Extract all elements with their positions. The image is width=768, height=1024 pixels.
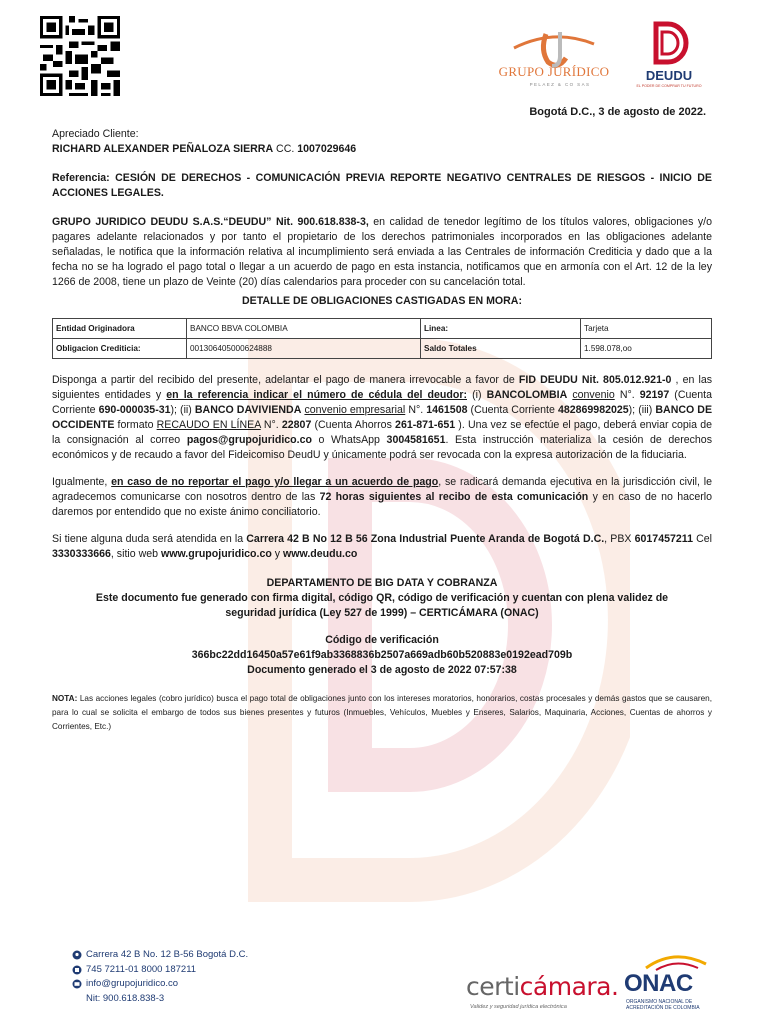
- office-address: Carrera 42 B No 12 B 56 Zona Industrial Puente Aranda de Bogotá D.C.: [246, 533, 605, 545]
- brand-right-name: DEUDU: [645, 68, 693, 83]
- qr-code: [40, 16, 120, 96]
- text-run: Si tiene alguna duda será atendida en la: [52, 533, 247, 545]
- reference: [52, 171, 712, 201]
- brand-left-name: GRUPO JURÍDICO: [498, 64, 610, 79]
- convenio-label: convenio empresarial: [304, 404, 406, 416]
- detail-title: DETALLE DE OBLIGACIONES CASTIGADAS EN MORA:: [242, 295, 522, 307]
- recaudo-label: RECAUDO EN LÍNEA: [156, 419, 261, 431]
- convenio-label: convenio: [572, 389, 615, 401]
- footer-nit-row: [72, 992, 248, 1007]
- text-run: ); (iii): [628, 404, 656, 416]
- location-icon: [72, 950, 82, 960]
- text-run: ); (ii): [170, 404, 195, 416]
- footer-email[interactable]: info@grupojuridico.co: [86, 978, 179, 989]
- onac-tagline: ORGANISMO NACIONAL DE ACREDITACIÓN DE COLOMBIA: [626, 999, 700, 1011]
- table-row: [53, 319, 712, 339]
- bank-bancolombia: BANCOLOMBIA: [486, 389, 568, 401]
- brand-right-subtitle: EL PODER DE COMPRAR TU FUTURO: [636, 84, 702, 88]
- phone-icon: [72, 965, 82, 975]
- convenio-number: 92197: [639, 389, 670, 401]
- table-row: [53, 339, 712, 359]
- deadline-72h: 72 horas siguientes al recibo de esta comunicación: [319, 491, 589, 503]
- email-icon: [72, 979, 82, 989]
- table-cell: 001306405000624888: [187, 339, 421, 359]
- letter-date: Bogotá D.C., 3 de agosto de 2022.: [529, 106, 706, 118]
- generation-date: Documento generado el 3 de agosto de 2022 07:57:38: [247, 664, 517, 676]
- deudu-logo: [642, 16, 694, 68]
- client-line: [52, 142, 712, 157]
- department-name: DEPARTAMENTO DE BIG DATA Y COBRANZA: [266, 577, 498, 589]
- account-number: 261-871-651: [395, 419, 456, 431]
- table-cell: 1.598.078,oo: [581, 339, 712, 359]
- footer-contact: [72, 948, 248, 1006]
- text-run: , sitio web: [110, 548, 161, 560]
- verification-code: 366bc22dd16450a57e61f9ab3368836b2507a669adb60b520883e0192ead709b: [191, 649, 573, 661]
- company-lead: GRUPO JURIDICO DEUDU S.A.S.“DEUDU” Nit. 900.618.838-3,: [52, 216, 369, 228]
- text-run: (Cuenta Corriente: [467, 404, 558, 416]
- pbx-number: 6017457211: [634, 533, 693, 545]
- paragraph-payment: [52, 373, 712, 463]
- text-run: ). Una vez se efectúe el pago, deberá enviar copia de la consignación al correo: [52, 419, 712, 446]
- certicamara-tagline: Validez y seguridad jurídica electrónica: [470, 1004, 567, 1010]
- paragraph-notification: [52, 215, 712, 290]
- text-run: , PBX: [604, 533, 635, 545]
- convenio-number: 1461508: [426, 404, 468, 416]
- text-run: o WhatsApp: [311, 434, 387, 446]
- text-run: N°.: [614, 389, 640, 401]
- account-number: 482869982025: [557, 404, 629, 416]
- fid-deudu: FID DEUDU Nit. 805.012.921-0: [518, 374, 672, 386]
- note-text: Las acciones legales (cobro jurídico) busca el pago total de obligaciones junto con los intereses moratorios, honorarios, costas procesales y demás gastos que se causaren, para lo cual se solicita el embargo de todos sus bienes presentes y futuros (Inmuebles, Vehículos, Muebles y Enseres, Salarios, Maquinaria, Acciones, Cuentas de ahorros y Corrientes, Etc.): [52, 694, 712, 731]
- client-cc-label: CC.: [273, 143, 298, 155]
- certicamara-logo: [466, 972, 618, 1001]
- footer-nit: Nit: 900.618.838-3: [86, 992, 165, 1004]
- website-link[interactable]: www.deudu.co: [283, 548, 358, 560]
- client-cc: 1007029646: [297, 143, 357, 155]
- obligations-table: [52, 318, 712, 359]
- text-run: , en las siguientes entidades y: [52, 374, 713, 401]
- table-cell: BANCO BBVA COLOMBIA: [187, 319, 421, 339]
- reference-instruction: en la referencia indicar el número de cédula del deudor:: [166, 389, 467, 401]
- bank-davivienda: BANCO DAVIVIENDA: [194, 404, 302, 416]
- paragraph-legal: [52, 475, 712, 520]
- text-run: y: [271, 548, 283, 560]
- text-run: (i): [467, 389, 487, 401]
- footer-phone-row: [72, 963, 248, 978]
- signature-block: [52, 576, 712, 678]
- footer-address-row: [72, 948, 248, 963]
- signature-validity: Este documento fue generado con firma digital, código QR, código de verificación y cuentan con plena validez de seguridad jurídica (Ley 527 de 1999) – CERTICÁMARA (ONAC): [95, 592, 669, 619]
- footer-email-row: [72, 977, 248, 992]
- onac-logo: ONAC: [624, 970, 693, 997]
- paragraph-notification-body: en calidad de tenedor legítimo de los títulos valores, obligaciones y/o pagares adelante relacionados y por tanto el propietario de los derechos patrimoniales incorporados en las obligaciones adelante señaladas, le notifica que la información relativa al incumplimiento será enviada a las Centrales de información Crediticia y dado que a la fecha no se ha logrado el pago total o llegar a un acuerdo de pago en esta instancia, notificamos que en armonía con el Art. 12 de la ley 1266 de 2008, tiene un plazo de Veinte (20) días calendarios para proceder con su cancelación total.: [52, 216, 712, 288]
- certicamara-part: cámara.: [519, 972, 619, 1001]
- text-run: N°.: [260, 419, 282, 431]
- no-payment-clause: en caso de no reportar el pago y/o llegar a un acuerdo de pago: [111, 476, 439, 488]
- text-run: y en caso de no hacerlo daremos por entendido que no existe ánimo conciliatorio.: [52, 491, 712, 518]
- client-name: RICHARD ALEXANDER PEÑALOZA SIERRA: [52, 143, 274, 155]
- text-run: Disponga a partir del recibido del presente, adelantar el pago de manera irrevocable a favor de: [52, 374, 519, 386]
- brand-left-subtitle: PELAEZ & CO SAS: [529, 82, 591, 87]
- text-run: (Cuenta Ahorros: [311, 419, 396, 431]
- text-run: N°.: [405, 404, 427, 416]
- footer-phone: 745 7211-01 8000 187211: [86, 963, 197, 975]
- note-label: NOTA:: [52, 694, 78, 703]
- footer-address: Carrera 42 B No. 12 B-56 Bogotá D.C.: [86, 949, 249, 960]
- website-link[interactable]: www.grupojuridico.co: [160, 548, 272, 560]
- text-run: . Esta instrucción materializa la cesión de derechos económicos y de recaudo a favor del Fideicomiso DeudU y únicamente podrá ser revocada con la expresa autorización de la fiduciaria.: [52, 434, 712, 461]
- salutation: Apreciado Cliente:: [52, 128, 139, 140]
- table-cell: Saldo Totales: [421, 339, 581, 359]
- text-run: Igualmente,: [52, 476, 112, 488]
- bank-occidente: BANCO DE OCCIDENTE: [52, 404, 713, 431]
- table-cell: Obligacion Crediticia:: [53, 339, 187, 359]
- table-cell: Linea:: [421, 319, 581, 339]
- payment-email: pagos@grupojuridico.co: [186, 434, 312, 446]
- text-run: (Cuenta Corriente: [52, 389, 713, 416]
- certicamara-part: certi: [466, 972, 520, 1001]
- text-run: Cel: [692, 533, 713, 545]
- paragraph-contact: [52, 532, 712, 562]
- letter-body: [52, 127, 712, 743]
- reference-label: Referencia:: [52, 172, 110, 184]
- text-run: , se radicará demanda ejecutiva en la jurisdicción civil, le agradecemos comunicarse con nosotros dentro de las: [52, 476, 712, 503]
- reference-text: CESIÓN DE DERECHOS - COMUNICACIÓN PREVIA REPORTE NEGATIVO CENTRALES DE RIESGOS - INICIO DE ACCIONES LEGALES.: [52, 172, 712, 199]
- cel-number: 3330333666: [52, 548, 111, 560]
- recaudo-number: 22807: [281, 419, 312, 431]
- table-cell: Tarjeta: [581, 319, 712, 339]
- note: [52, 692, 712, 734]
- account-number: 690-000035-31: [98, 404, 171, 416]
- whatsapp-number: 3004581651: [386, 434, 446, 446]
- table-cell: Entidad Originadora: [53, 319, 187, 339]
- verification-code-label: Código de verificación: [325, 634, 439, 646]
- text-run: formato: [114, 419, 157, 431]
